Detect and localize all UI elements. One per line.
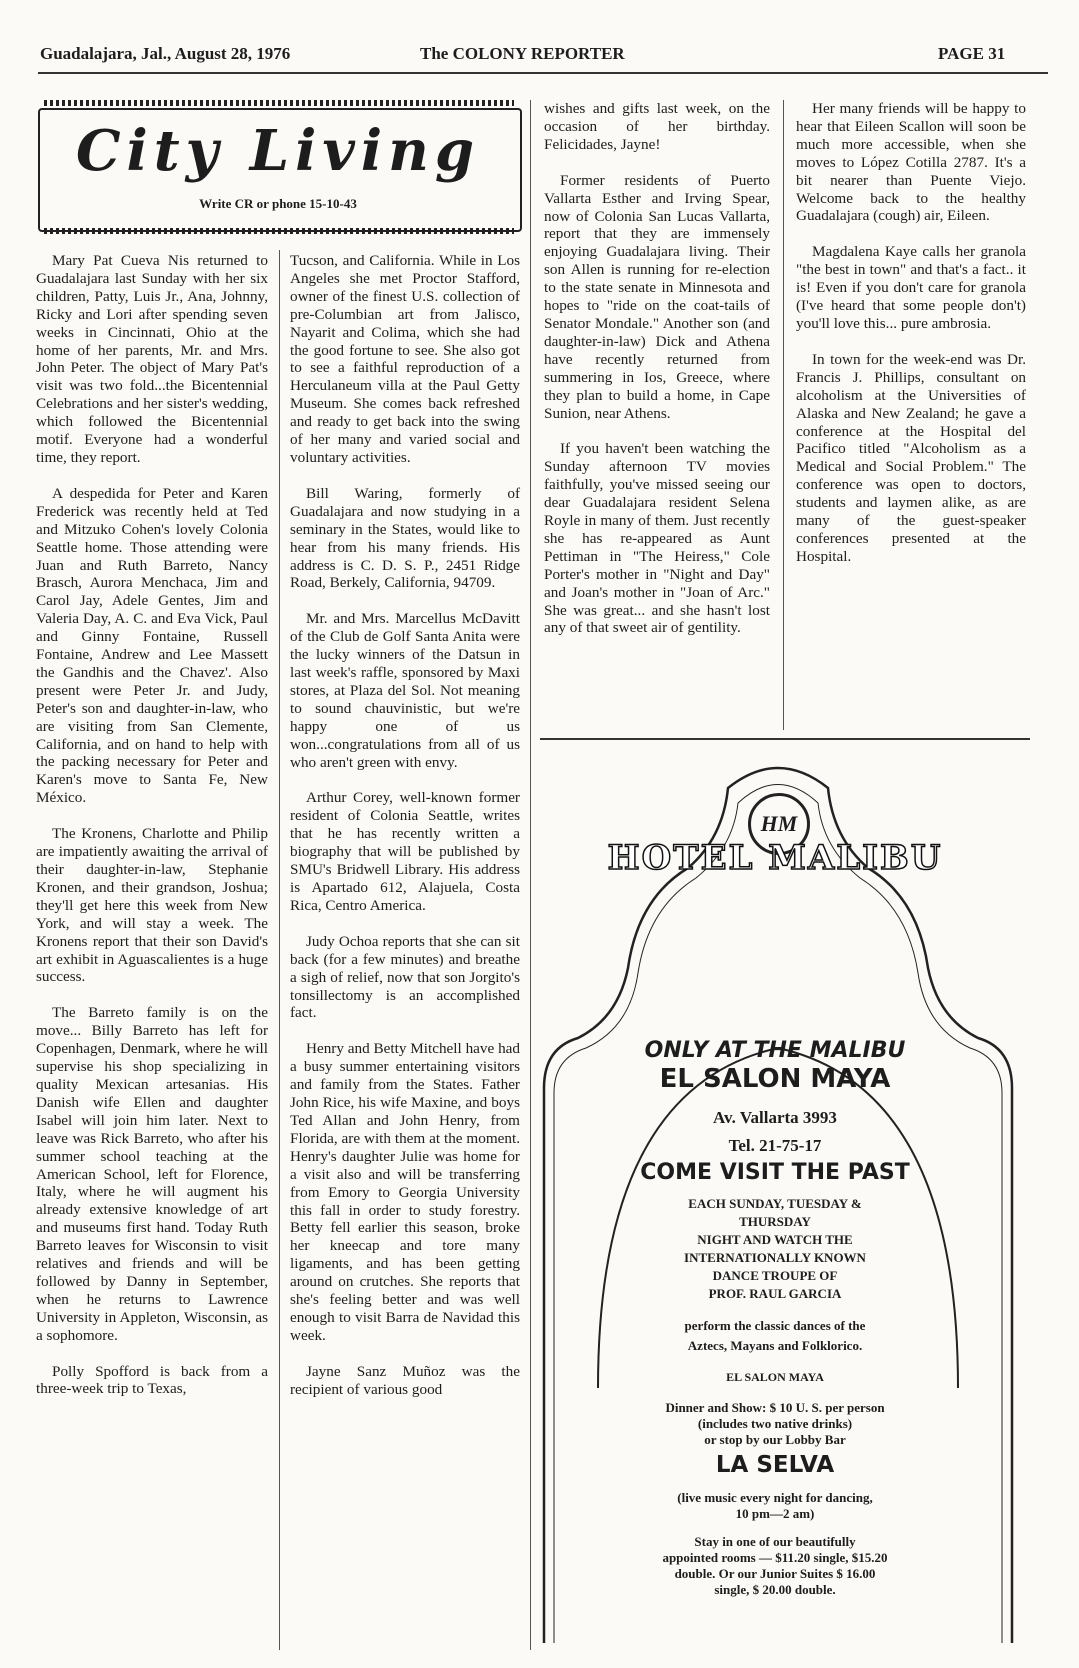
article-paragraph: Former residents of Puerto Vallarta Esther and Irving Spear, now of Colonia San Lucas Vallarta, report that they are immensely enjoying Guadalajara living. Their son Allen is running for re-election to the state senate in Minnesota and hopes to "ride on the coat-tails of Senator Mondale." Another son (and daughter-in-law) Dick and Athena have recently returned from summering in Ios, Greece, where they plan to build a home, in Cape Sunion, near Athens. [544, 171, 770, 422]
ad-dinner: or stop by our Lobby Bar [704, 1432, 846, 1447]
ad-stay: double. Or our Junior Suites $ 16.00 [674, 1566, 876, 1581]
ad-days: INTERNATIONALLY KNOWN [684, 1250, 866, 1265]
article-paragraph: The Barreto family is on the move... Billy Barreto has left for Copenhagen, Denmark, where he will supervise his shop specializing in quality Mexican artesanias. His Danish wife Ellen and daughter Isabel will join him later. Next to leave was Rick Barreto, who after his summer school teaching at the American School, left for Florence, Italy, where he will augment his already extensive knowledge of art and museums first hand. Today Ruth Barreto leaves for Wisconsin to visit relatives and friends and will be followed by Danny in September, when he returns to Lawrence University in Appleton, Wisconsin, as a sophomore. [36, 1004, 268, 1344]
ad-headline: COME VISIT THE PAST [640, 1160, 910, 1185]
ad-days: NIGHT AND WATCH THE [697, 1232, 853, 1247]
ad-address: Av. Vallarta 3993 [713, 1108, 837, 1127]
article-paragraph: Mr. and Mrs. Marcellus McDavitt of the Club de Golf Santa Anita were the lucky winners of the Datsun in last week's raffle, sponsored by Maxi stores, at Plaza del Sol. Not meaning to sound chauvinistic, but we're happy one of us won...congratulations from all of us who aren't green with envy. [290, 610, 520, 771]
article-paragraph: Polly Spofford is back from a three-week trip to Texas, [36, 1362, 268, 1398]
ad-line2: EL SALON MAYA [659, 1064, 891, 1094]
monogram-text: HM [760, 811, 798, 836]
ad-perform: Aztecs, Mayans and Folklorico. [687, 1338, 863, 1353]
paper-name: The COLONY REPORTER [420, 44, 625, 63]
article-paragraph: The Kronens, Charlotte and Philip are impatiently awaiting the arrival of their daughter-in-law, Stephanie Kronen, and their grandson, Joshua; they'll get here this week from New York, and will stay a week. The Kronens report that their son David's art exhibit in Aguascalientes is a huge success. [36, 825, 268, 986]
ad-days: DANCE TROUPE OF [712, 1268, 838, 1283]
header-rule [38, 72, 1048, 74]
dateline: Guadalajara, Jal., August 28, 1976 [40, 44, 291, 63]
column-4 [796, 100, 1026, 584]
ad-music: (live music every night for dancing, [677, 1490, 873, 1505]
column-1 [36, 252, 268, 1416]
article-paragraph: If you haven't been watching the Sunday afternoon TV movies faithfully, you've missed seeing our dear Guadalajara resident Selena Royle in many of them. Just recently she has re-appeared as Aunt Pettiman in "The Heiress," Cole Porter's mother in "Night and Day" and Joan's mother in "Joan of Arc." She was great... and she hasn't lost any of that sweet air of gentility. [544, 440, 770, 637]
article-paragraph: Tucson, and California. While in Los Angeles she met Proctor Stafford, owner of the finest U.S. collection of pre-Columbian art from Jalisco, Nayarit and Colima, which she had the good fortune to see. She also got to see a faithful reproduction of a Herculaneum villa at the Paul Getty Museum. She comes back refreshed and ready to get back into the swing of her many and varied social and voluntary activities. [290, 252, 520, 466]
ad-music: 10 pm—2 am) [735, 1506, 815, 1521]
article-paragraph: Henry and Betty Mitchell have had a busy summer entertaining visitors and family from the States. Father John Rice, his wife Maxine, and boys Ted Allan and John Henry, from Florida, are with them at the moment. Henry's daughter Julie was home for a visit also and will be transferring from Emory to Georgia University this fall in order to study forestry. Betty fell earlier this season, broke her kneecap and tore many ligaments, and has been getting around on crutches. She reports that she's feeling better and was well enough to visit Barra de Navidad this week. [290, 1040, 520, 1344]
article-paragraph: Jayne Sanz Muñoz was the recipient of various good [290, 1362, 520, 1398]
column-rule [530, 100, 531, 1650]
ad-days: EACH SUNDAY, TUESDAY & [688, 1196, 862, 1211]
ad-line1: ONLY AT THE MALIBU [644, 1038, 906, 1063]
ad-stay: appointed rooms — $11.20 single, $15.20 [662, 1550, 888, 1565]
masthead-subtitle: Write CR or phone 15-10-43 [199, 196, 357, 211]
column-rule [279, 250, 280, 1650]
column-2 [290, 252, 520, 1417]
article-paragraph: In town for the week-end was Dr. Francis J. Phillips, consultant on alcoholism at the Universities of Alaska and New Zealand; he gave a conference at the Hospital del Pacifico titled "Alcoholism as a Medical and Social Problem." The conference was open to doctors, students and laymen alike, as are many of the guest-speaker conferences presented at the Hospital. [796, 350, 1026, 565]
section-rule [540, 738, 1030, 740]
article-paragraph: Judy Ochoa reports that she can sit back (for a few minutes) and breathe a sigh of relief, now that son Jorgito's tonsillectomy is an accomplished fact. [290, 932, 520, 1022]
article-paragraph: Bill Waring, formerly of Guadalajara and now studying in a seminary in the States, would like to hear from his many friends. His address is C. D. S. P., 2451 Ridge Road, Berkely, California, 94709. [290, 484, 520, 592]
ad-days: PROF. RAUL GARCIA [708, 1286, 842, 1301]
ad-days: THURSDAY [739, 1214, 811, 1229]
hotel-name: HOTEL MALIBU [607, 838, 943, 878]
article-paragraph: A despedida for Peter and Karen Frederick was recently held at Ted and Mitzuko Cohen's lovely Colonia Seattle home. Those attending were Juan and Ruth Barreto, Nancy Brasch, Aurora Menchaca, Jim and Carol Jay, Adele Gentes, Jim and Valeria Day, A. C. and Eva Vick, Paul and Ginny Fontaine, Russell Fontaine, Andrew and Lee Massett the Gandhis and the Chavez'. Also present were Peter Jr. and Judy, Peter's son and daughter-in-law, who are visiting from San Clemente, California, and on hand to help with the packing necessary for Peter and Karen's move to Santa Fe, New México. [36, 484, 268, 807]
masthead-title: City Living [75, 118, 481, 184]
ad-dinner: Dinner and Show: $ 10 U. S. per person [665, 1400, 885, 1415]
ad-salon: EL SALON MAYA [726, 1370, 824, 1384]
column-3 [544, 100, 770, 655]
article-paragraph: Arthur Corey, well-known former resident of Colonia Seattle, writes that he has recently written a biography that will be published by SMU's Bridwell Library. His address is Apartado 612, Alajuela, Costa Rica, Centro America. [290, 789, 520, 914]
ad-stay: single, $ 20.00 double. [714, 1582, 836, 1597]
article-paragraph: Mary Pat Cueva Nis returned to Guadalajara last Sunday with her six children, Patty, Luis Jr., Ana, Johnny, Ricky and Lori after spending seven weeks in Cincinnati, Ohio at the home of her parents, Mr. and Mrs. John Peter. The object of Mary Pat's visit was two fold...the Bicentennial Celebrations and her sister's wedding, which followed the Bicentennial motif. Everyone had a wonderful time, they report. [36, 252, 268, 466]
article-paragraph: wishes and gifts last week, on the occasion of her birthday. Felicidades, Jayne! [544, 100, 770, 153]
article-paragraph: Magdalena Kaye calls her granola "the best in town" and that's a fact.. it is! Even if you don't care for granola (I've heard that some people don't) you'll love this... pure ambrosia. [796, 243, 1026, 332]
ad-dinner: (includes two native drinks) [697, 1416, 853, 1431]
ad-phone: Tel. 21-75-17 [728, 1136, 822, 1155]
article-paragraph: Her many friends will be happy to hear that Eileen Scallon will soon be much more accessible, when she moves to López Cotilla 2787. It's a bit nearer than Puente Viejo. Welcome back to the healthy Guadalajara (cough) air, Eileen. [796, 100, 1026, 225]
masthead-bottom-border [44, 228, 514, 234]
ad-perform: perform the classic dances of the [684, 1318, 866, 1333]
ad-stay: Stay in one of our beautifully [694, 1534, 856, 1549]
column-rule [783, 100, 784, 730]
masthead-top-border [44, 100, 514, 106]
page-number: PAGE 31 [938, 44, 1006, 63]
ad-selva: LA SELVA [715, 1452, 835, 1478]
